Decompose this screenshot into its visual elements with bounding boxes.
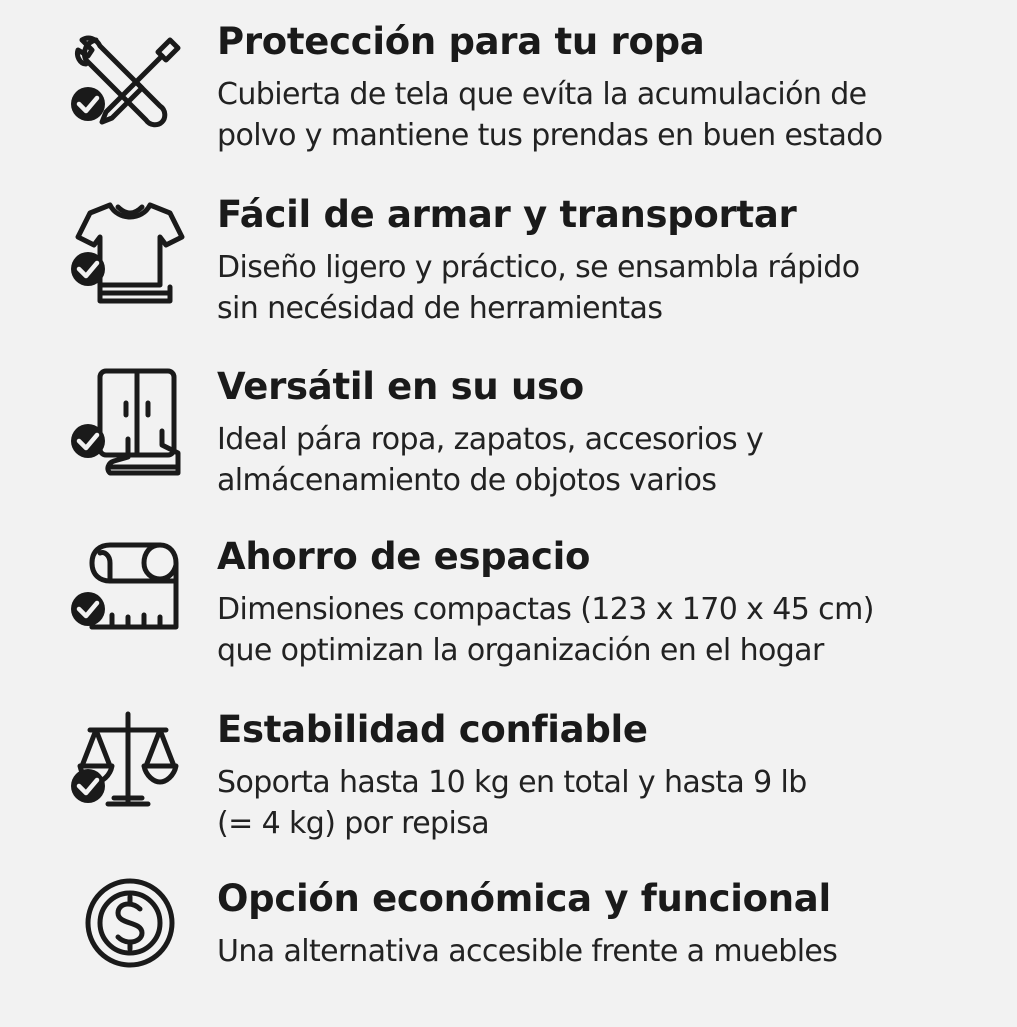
feature-item-protection (0, 0, 1017, 170)
feature-description-line: Una alternativa accesible frente a muebles (217, 934, 838, 969)
feature-description-line: (= 4 kg) por repisa (217, 806, 490, 841)
feature-description (217, 419, 763, 501)
feature-description-line: que optimizan la organización en el hogar (217, 633, 824, 668)
feature-title: Fácil de armar y transportar (217, 193, 797, 236)
feature-description-line: Cubierta de tela que evíta la acumulación de (217, 77, 867, 112)
feature-title: Versátil en su uso (217, 365, 584, 408)
feature-item-economic (0, 857, 1017, 1027)
feature-item-easy-assembly (0, 173, 1017, 343)
feature-description (217, 74, 882, 156)
feature-description-line: Ideal pára ropa, zapatos, accesorios y (217, 422, 764, 457)
feature-description (217, 762, 807, 844)
feature-description (217, 931, 837, 972)
shirt-check-icon (66, 197, 190, 321)
wardrobe-shoe-check-icon (66, 365, 190, 489)
feature-description (217, 589, 874, 671)
feature-description-line: Dimensiones compactas (123 x 170 x 45 cm) (217, 592, 874, 627)
feature-description-line: Diseño ligero y práctico, se ensambla rápido (217, 250, 860, 285)
dollar-coin-icon (66, 871, 190, 995)
feature-description-line: sin necésidad de herramientas (217, 291, 663, 326)
feature-item-versatile (0, 345, 1017, 515)
balance-scale-check-icon (66, 708, 190, 832)
feature-title: Estabilidad confiable (217, 708, 648, 751)
feature-description-line: Soporta hasta 10 kg en total y hasta 9 lb (217, 765, 807, 800)
feature-description-line: polvo y mantiene tus prendas en buen estado (217, 118, 883, 153)
scroll-ruler-check-icon (66, 539, 190, 663)
tools-check-icon (66, 28, 190, 152)
feature-title: Opción económica y funcional (217, 877, 831, 920)
feature-description (217, 247, 859, 329)
feature-item-stability (0, 688, 1017, 858)
feature-description-line: almácenamiento de objotos varios (217, 463, 717, 498)
feature-title: Ahorro de espacio (217, 535, 591, 578)
feature-title: Protección para tu ropa (217, 20, 705, 63)
feature-item-space-saving (0, 515, 1017, 685)
